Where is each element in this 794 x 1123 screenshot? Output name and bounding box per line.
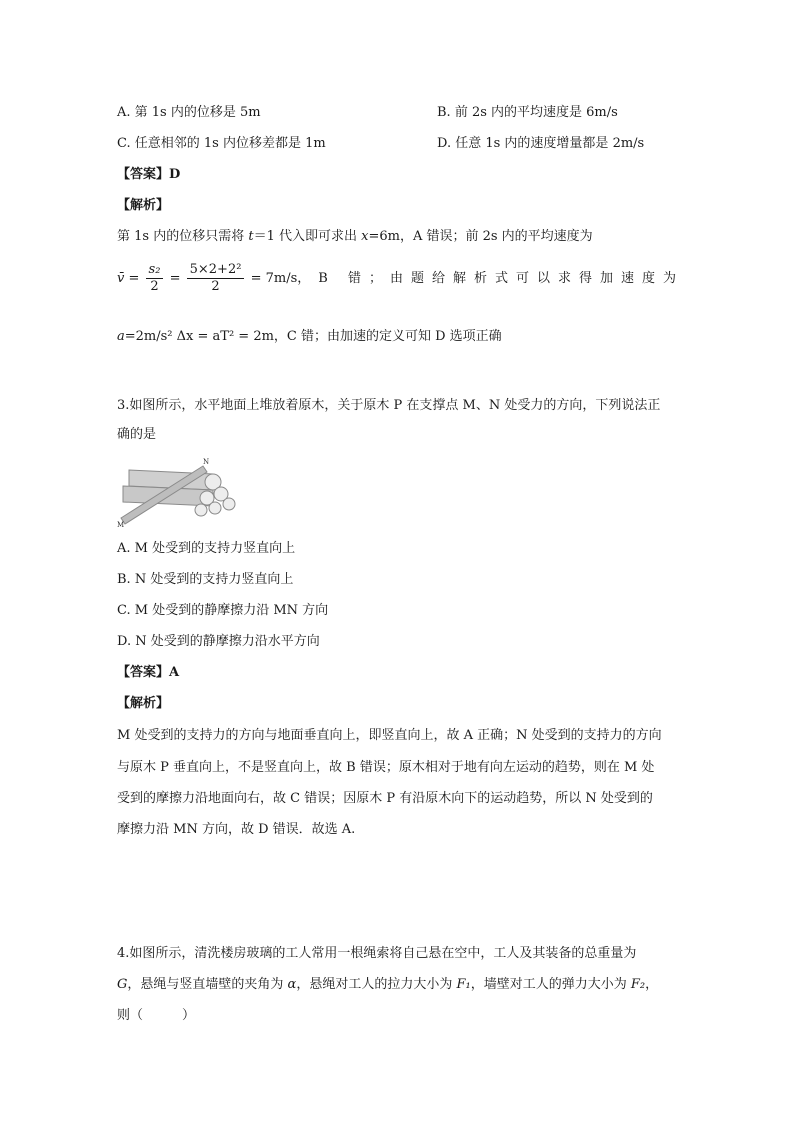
q3-option-b: B. N 处受到的支持力竖直向上 bbox=[117, 572, 294, 587]
q2-answer: 【答案】D bbox=[117, 167, 181, 182]
q3-analysis-line: 与原木 P 垂直向上，不是竖直向上，故 B 错误；原木相对于地有向左运动的趋势，则在 M 处 bbox=[117, 760, 655, 775]
label-m: M bbox=[117, 521, 125, 528]
q3-stem-line2: 确的是 bbox=[117, 427, 157, 442]
q3-analysis-line: M 处受到的支持力的方向与地面垂直向上，即竖直向上，故 A 正确；N 处受到的支持力的方向 bbox=[117, 728, 662, 743]
log-pile-figure bbox=[117, 456, 241, 528]
q2-option-d: D. 任意 1s 内的速度增量都是 2m/s bbox=[437, 136, 645, 151]
q2-option-a: A. 第 1s 内的位移是 5m bbox=[117, 105, 261, 120]
q2-analysis-line1: 第 1s 内的位移只需将 t＝1 代入即可求出 x=6m，A 错误；前 2s 内的平均速度为 bbox=[117, 229, 593, 244]
q3-analysis-line: 摩擦力沿 MN 方向，故 D 错误．故选 A. bbox=[117, 822, 356, 837]
q2-option-c: C. 任意相邻的 1s 内位移差都是 1m bbox=[117, 136, 326, 151]
q3-option-c: C. M 处受到的静摩擦力沿 MN 方向 bbox=[117, 603, 329, 618]
q4-stem-line1: 4.如图所示，清洗楼房玻璃的工人常用一根绳索将自己悬在空中，工人及其装备的总重量为 bbox=[117, 946, 637, 961]
q3-analysis-line: 受到的摩擦力沿地面向右，故 C 错误；因原木 P 有沿原木向下的运动趋势，所以 N 处受到的 bbox=[117, 791, 653, 806]
fraction-expression: $\frac{\text{5×2+2²}}{2}$ bbox=[187, 262, 245, 295]
q3-stem-line1: 3.如图所示，水平地面上堆放着原木，关于原木 P 在支撑点 M、N 处受力的方向，下列说法正 bbox=[117, 398, 661, 413]
q3-answer: 【答案】A bbox=[117, 665, 180, 680]
q2-analysis-label: 【解析】 bbox=[117, 198, 170, 213]
q2-option-b: B. 前 2s 内的平均速度是 6m/s bbox=[437, 105, 618, 120]
q3-option-a: A. M 处受到的支持力竖直向上 bbox=[117, 541, 296, 556]
q2-analysis-formula-line: v̄ = $\frac{\text{s₂}}{2}$ = $\frac{\text{5×2+2²}}{2}$ = 7m/s，B 错；由题给解析式可以求得加速度为 bbox=[117, 262, 684, 294]
vbar-symbol: v̄ bbox=[117, 271, 125, 286]
q2-analysis-line3: a=2m/s² Δx = aT² = 2m，C 错；由加速的定义可知 D 选项正确 bbox=[117, 329, 502, 344]
fraction-s2-over-2: $\frac{\text{s₂}}{2}$ bbox=[146, 262, 164, 295]
q3-analysis-label: 【解析】 bbox=[117, 696, 170, 711]
q3-option-d: D. N 处受到的静摩擦力沿水平方向 bbox=[117, 634, 320, 649]
label-n: N bbox=[203, 458, 210, 466]
q4-stem-line2: G，悬绳与竖直墙壁的夹角为 α，悬绳对工人的拉力大小为 F₁，墙壁对工人的弹力大小为 F₂， bbox=[117, 977, 659, 992]
q4-stem-line3: 则（ ） bbox=[117, 1008, 196, 1023]
